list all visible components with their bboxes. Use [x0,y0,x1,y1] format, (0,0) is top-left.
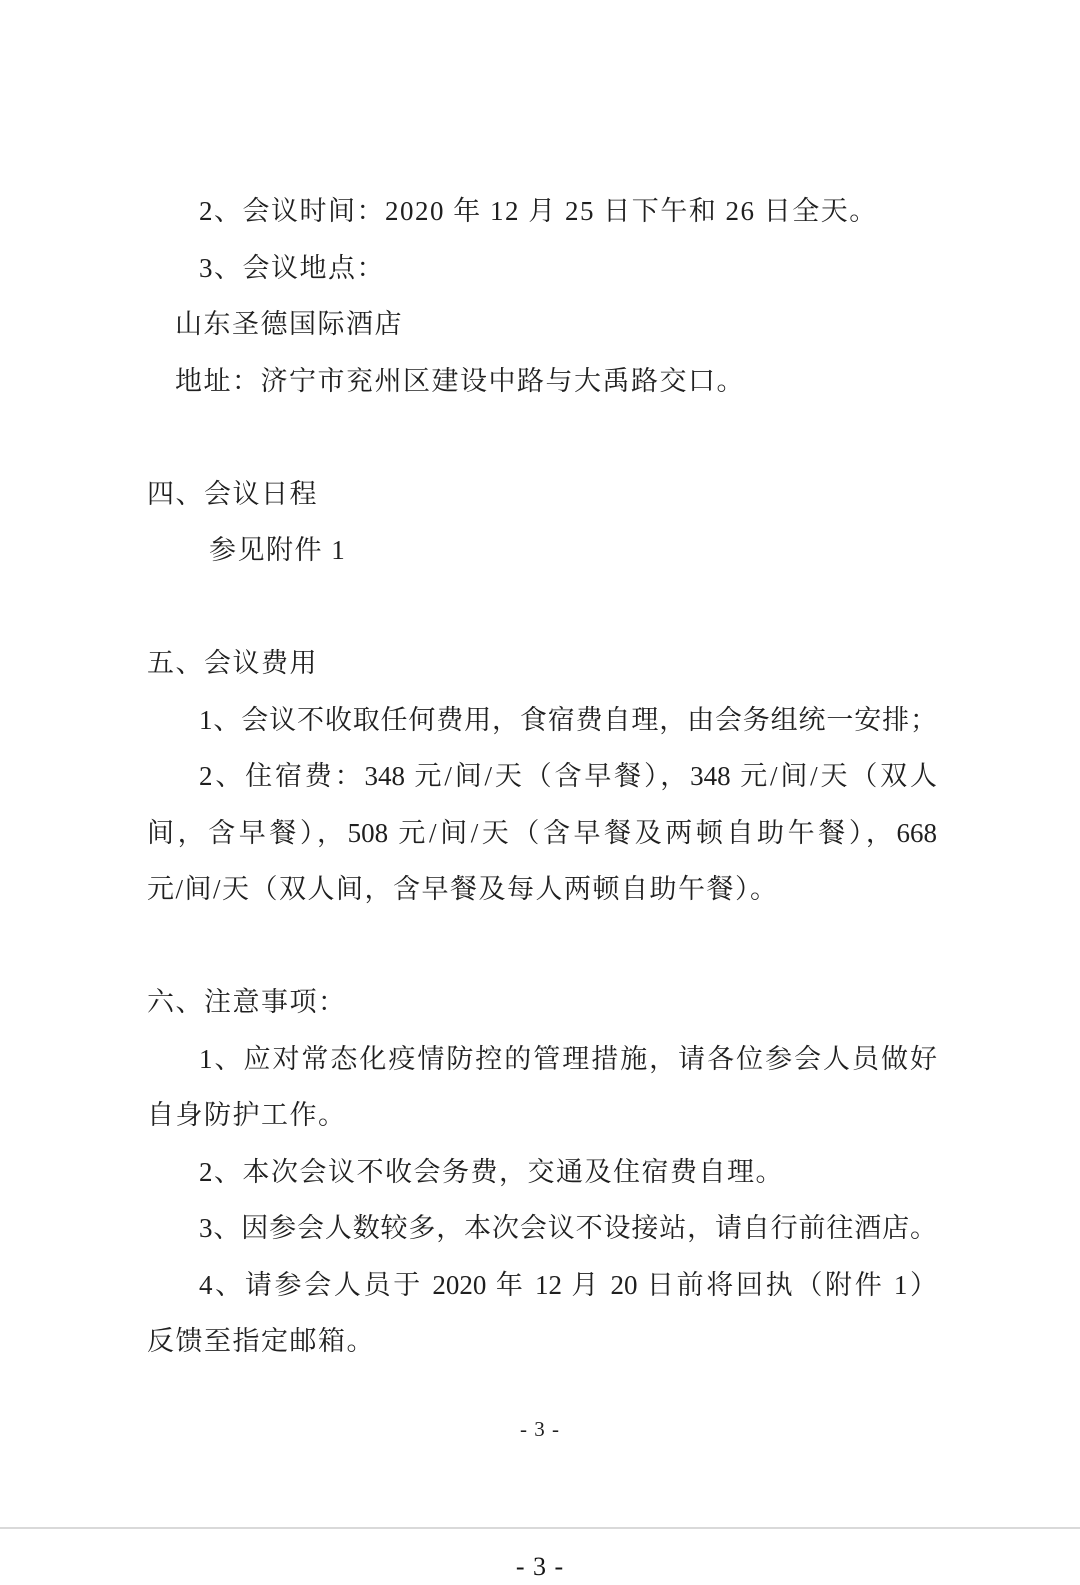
page-boundary-divider [0,1527,1080,1529]
text-line: 1、应对常态化疫情防控的管理措施，请各位参会人员做好 [199,1043,937,1074]
text-line: 2、住宿费：348 元/间/天（含早餐），348 元/间/天（双人 [199,761,937,791]
text-line: 六、注意事项： [147,987,347,1017]
text-line: 元/间/天（双人间，含早餐及每人两顿自助午餐）。 [147,874,779,904]
text-line: 五、会议费用 [147,648,318,678]
text-line: 自身防护工作。 [147,1100,347,1130]
page-number: - 3 - [520,1417,560,1441]
document-text-block [147,183,937,1370]
text-line: 2、会议时间：2020 年 12 月 25 日下午和 26 日全天。 [199,196,878,226]
text-line: 间，含早餐），508 元/间/天（含早餐及两顿自助午餐），668 [147,817,937,848]
text-line: 1、会议不收取任何费用，食宿费自理，由会务组统一安排； [199,704,937,735]
viewer-page-number: - 3 - [515,1552,565,1581]
text-line: 参见附件 1 [209,535,347,565]
text-line: 4、请参会人员于 2020 年 12 月 20 日前将回执（附件 1） [199,1269,937,1300]
text-line: 2、本次会议不收会务费，交通及住宿费自理。 [199,1156,784,1187]
text-line: 地址：济宁市兖州区建设中路与大禹路交口。 [175,365,745,396]
text-line: 3、会议地点： [199,252,385,283]
text-line: 反馈至指定邮箱。 [147,1326,375,1356]
text-line: 山东圣德国际酒店 [175,309,403,339]
text-line: 四、会议日程 [147,478,318,509]
text-line: 3、因参会人数较多，本次会议不设接站，请自行前往酒店。 [199,1213,937,1243]
